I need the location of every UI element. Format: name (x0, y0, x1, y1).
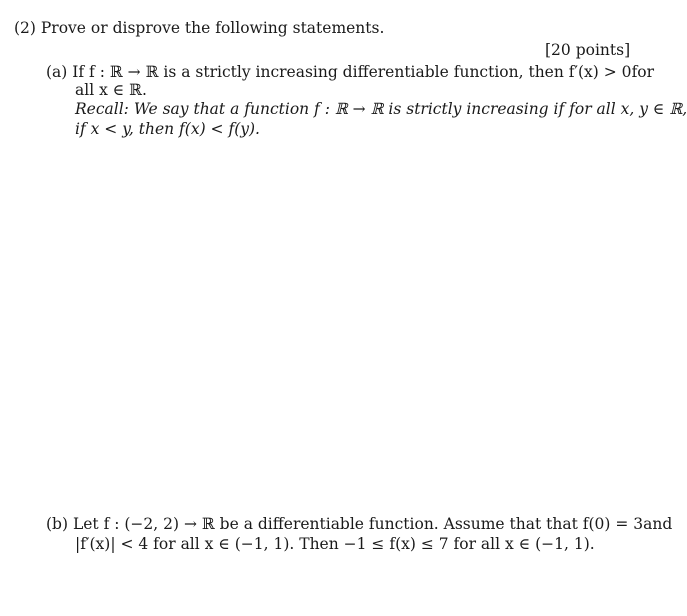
points-label: [20 points] (545, 41, 631, 59)
part-a-statement-text: (a) If f : ℝ → ℝ is a strictly increasing differentiable function, then f′(x) > 0 (46, 63, 632, 81)
part-b-statement-text: (b) Let f : (−2, 2) → ℝ be a differentiable function. Assume that that f(0) = 3 (46, 515, 644, 533)
part-a-recall-line2: if x < y, then f(x) < f(y). (75, 120, 260, 138)
part-b-statement-end: and (643, 515, 673, 533)
part-a-answer-space (46, 150, 616, 500)
part-b-statement-line2: |f′(x)| < 4 for all x ∈ (−1, 1). Then −1 ≤ f(x) ≤ 7 for all x ∈ (−1, 1). (75, 535, 595, 553)
problem-heading: (2) Prove or disprove the following statements. (14, 19, 385, 37)
part-b-statement-line1 (46, 514, 673, 534)
part-a-recall-line1: Recall: We say that a function f : ℝ → ℝ is strictly increasing if for all x, y ∈ ℝ, (75, 100, 687, 118)
part-a-statement-line2: all x ∈ ℝ. (75, 81, 147, 99)
part-a-statement-end: for (631, 63, 655, 81)
part-a-statement-line1 (46, 62, 655, 82)
